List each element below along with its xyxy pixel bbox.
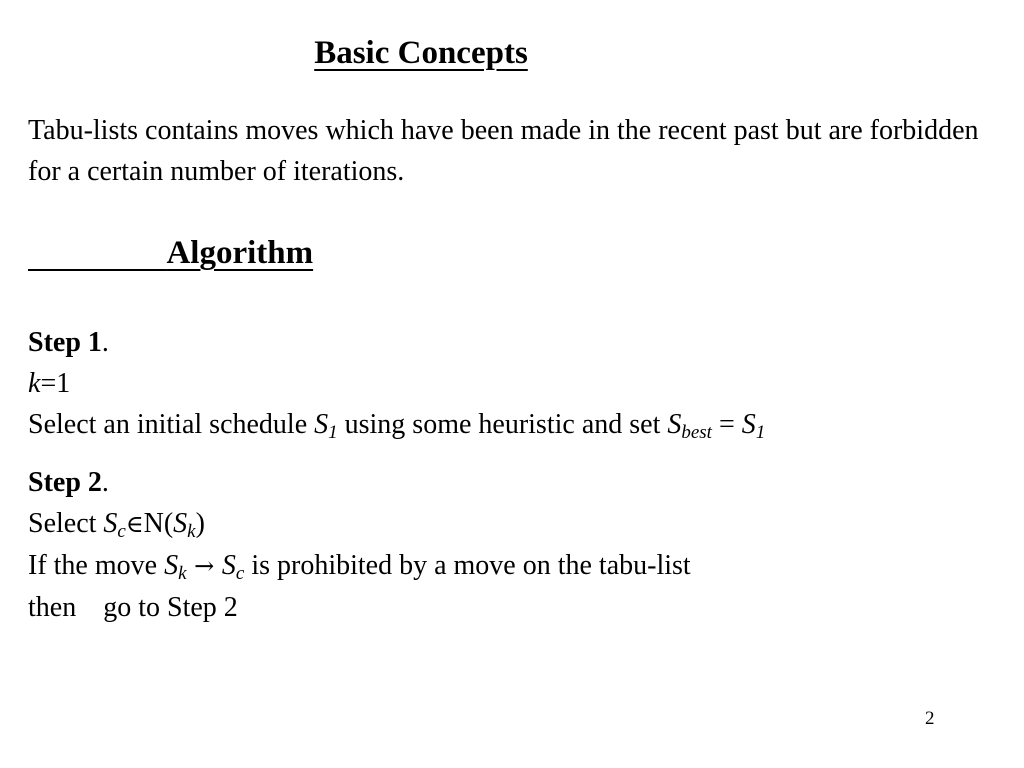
step-2-label: Step 2 bbox=[28, 467, 102, 498]
sk-subscript: k bbox=[187, 521, 196, 542]
heuristic-text: using some heuristic and set bbox=[337, 409, 668, 440]
page-number: 2 bbox=[925, 708, 935, 729]
sc-move-subscript: c bbox=[235, 563, 245, 584]
sk-letter: S bbox=[173, 508, 188, 539]
step-2-select-line bbox=[28, 503, 691, 545]
sc-symbol bbox=[103, 508, 126, 542]
k-variable: k bbox=[28, 368, 41, 399]
sbest-letter: S bbox=[667, 409, 682, 440]
s1-rhs-subscript: 1 bbox=[755, 422, 766, 443]
sc-subscript: c bbox=[117, 521, 126, 542]
sbest-subscript: best bbox=[681, 422, 712, 443]
right-arrow-icon: → bbox=[186, 552, 222, 580]
step-2-if-line bbox=[28, 545, 691, 587]
then-word: then bbox=[28, 592, 77, 623]
select-text: Select an initial schedule bbox=[28, 409, 315, 440]
prohibited-text: is prohibited by a move on the tabu-list bbox=[244, 550, 691, 581]
sk-move-subscript: k bbox=[178, 563, 187, 584]
neighborhood-open: N( bbox=[143, 508, 174, 539]
sk-symbol bbox=[173, 508, 196, 542]
sc-move-letter: S bbox=[221, 550, 236, 581]
step-1-select-line bbox=[28, 404, 765, 445]
element-of-symbol: ∈ bbox=[125, 510, 144, 538]
goto-step-2-text: go to Step 2 bbox=[103, 592, 238, 623]
neighborhood-close: ) bbox=[195, 508, 205, 539]
step-1-block bbox=[28, 322, 765, 445]
sc-letter: S bbox=[103, 508, 118, 539]
step-2-heading bbox=[28, 462, 691, 503]
step-1-k-assignment bbox=[28, 363, 765, 404]
step-1-heading bbox=[28, 322, 765, 363]
step-2-period: . bbox=[101, 467, 109, 498]
step-1-label: Step 1 bbox=[28, 327, 102, 358]
s1-symbol bbox=[314, 409, 338, 443]
if-move-text: If the move bbox=[28, 550, 165, 581]
s1-subscript: 1 bbox=[328, 422, 338, 443]
sbest-symbol bbox=[667, 409, 712, 443]
algorithm-heading-underline-pad bbox=[28, 235, 166, 271]
algorithm-heading-text: Algorithm bbox=[166, 235, 314, 271]
slide-title: Basic Concepts bbox=[314, 35, 528, 71]
s1-symbol-rhs bbox=[741, 409, 766, 443]
select-word: Select bbox=[28, 508, 104, 539]
step-2-block bbox=[28, 462, 691, 628]
s1-letter: S bbox=[314, 409, 329, 440]
s1-rhs-letter: S bbox=[741, 409, 756, 440]
algorithm-heading bbox=[28, 234, 313, 274]
step-1-period: . bbox=[101, 327, 109, 358]
sk-symbol-move bbox=[164, 550, 187, 584]
intro-paragraph: Tabu-lists contains moves which have been made in the recent past but are forbidden for a certain number of iterations. bbox=[28, 115, 979, 187]
k-assignment-value: =1 bbox=[40, 368, 71, 399]
step-2-then-line bbox=[28, 587, 691, 628]
sc-symbol-move bbox=[221, 550, 245, 584]
sk-move-letter: S bbox=[164, 550, 179, 581]
equals-sign: = bbox=[711, 409, 742, 440]
